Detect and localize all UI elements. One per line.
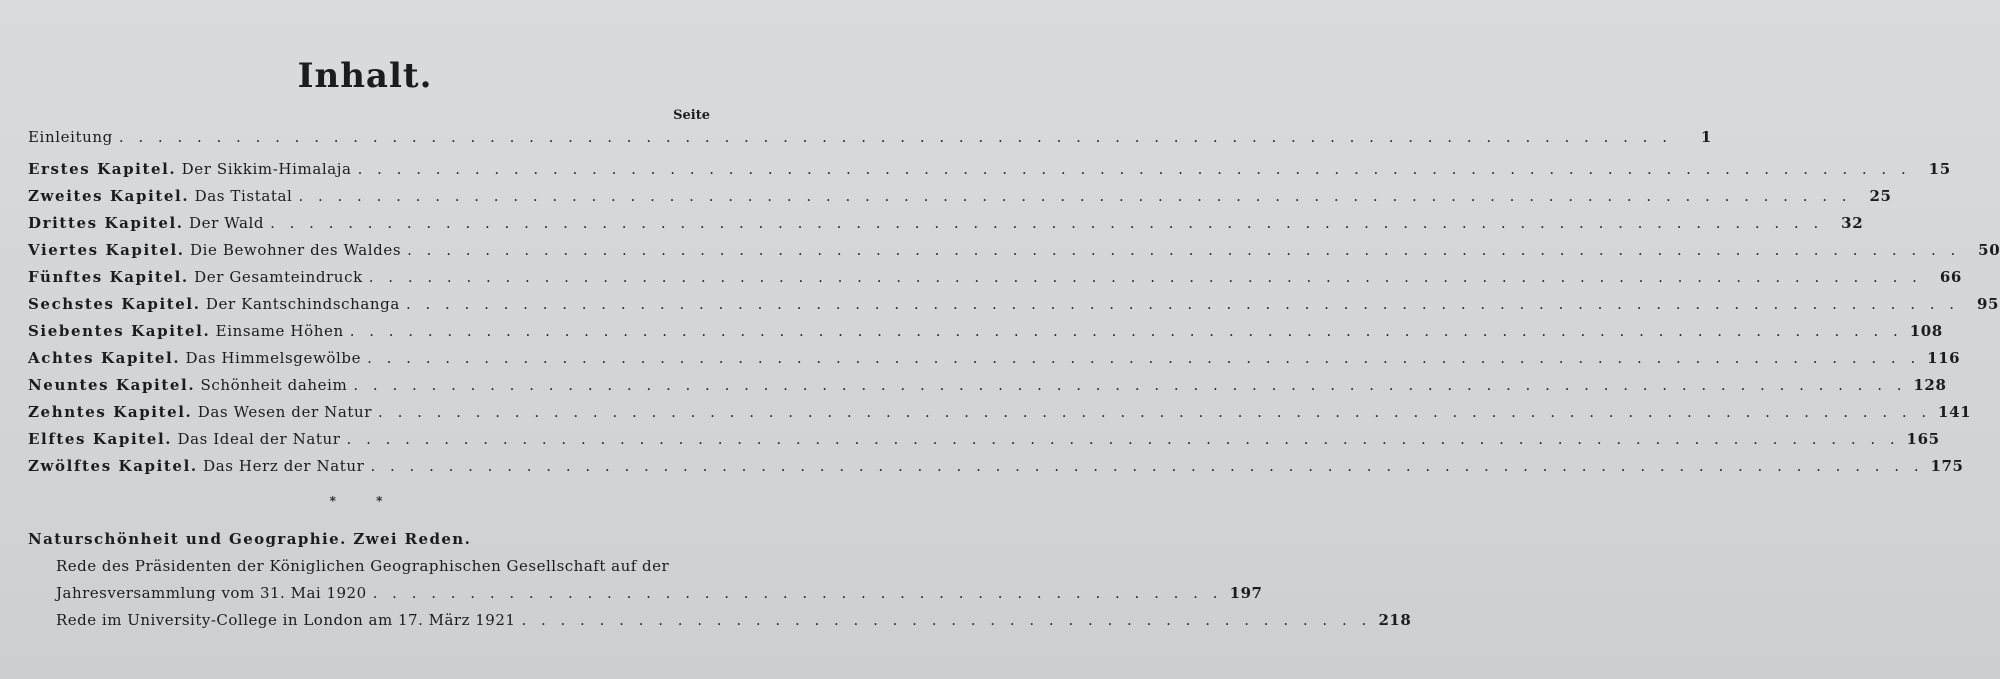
speeches-heading: Naturschönheit und Geographie. Zwei Reden. xyxy=(28,530,472,548)
chapter-title: Das Herz der Natur xyxy=(203,457,365,475)
toc-entry-label xyxy=(28,160,352,178)
toc-entry xyxy=(28,241,2000,268)
toc-page-number: 1 xyxy=(1700,128,1712,146)
toc-page-number: 175 xyxy=(1930,457,1964,475)
toc-page-number: 108 xyxy=(1909,322,1943,340)
leader-dots: . . . . . . . . . . . . . . . . . . . . . . . . . . . . . . . . . . . . . . . . . . . . . . . . . . . . . . . . . . . . . . . . . . . . . . . . . . . . . . . . xyxy=(405,295,1960,313)
chapter-title: Einsame Höhen xyxy=(215,322,344,340)
leader-dots: . . . . . . . . . . . . . . . . . . . . . . . . . . . . . . . . . . . . . . . . . . . . . . . . . . . . . . . . . . . . . . . . . . . . . . . . . . . . . . . . xyxy=(378,403,1932,421)
speech-1-entry xyxy=(28,584,1263,611)
toc-page-number: 95 xyxy=(1976,295,2000,313)
toc-page-number: 116 xyxy=(1927,349,1961,367)
chapter-number: Siebentes Kapitel. xyxy=(28,322,211,340)
speech-1-title-line-2: Jahresversammlung vom 31. Mai 1920 xyxy=(56,584,367,602)
toc-page-number: 15 xyxy=(1928,160,1951,178)
toc-entry-label xyxy=(28,322,344,340)
leader-dots: . . . . . . . . . . . . . . . . . . . . . . . . . . . . . . . . . . . . . . . . . . . . xyxy=(521,611,1372,629)
chapter-title: Schönheit daheim xyxy=(200,376,348,394)
toc-page-number: 32 xyxy=(1841,214,1864,232)
toc-entry xyxy=(28,160,1951,187)
toc-entry xyxy=(28,268,1962,295)
toc-entry-label xyxy=(28,187,292,205)
leader-dots: . . . . . . . . . . . . . . . . . . . . . . . . . . . . . . . . . . . . . . . . . . . . . . . . . . . . . . . . . . . . . . . . . . . . . . . . . . . . . . . . xyxy=(407,241,1961,259)
chapter-title: Der Gesamteindruck xyxy=(194,268,363,286)
chapter-number: Zwölftes Kapitel. xyxy=(28,457,198,475)
leader-dots: . . . . . . . . . . . . . . . . . . . . . . . . . . . . . . . . . . . . . . . . . . . . . . . . . . . . . . . . . . . . . . . . . . . . . . . . . . . . . . . . xyxy=(270,214,1824,232)
chapter-title: Der Wald xyxy=(189,214,265,232)
toc-page-number: 128 xyxy=(1913,376,1947,394)
chapter-title: Das Tistatal xyxy=(194,187,293,205)
page-title: Inhalt. xyxy=(297,56,433,96)
toc-entry-label xyxy=(28,457,364,475)
chapter-title: Der Sikkim-Himalaja xyxy=(181,160,352,178)
leader-dots: . . . . . . . . . . . . . . . . . . . . . . . . . . . . . . . . . . . . . . . . . . . . . . . . . . . . . . . . . . . . . . . . . . . . . . . . . . . . . . . . xyxy=(346,430,1900,448)
chapter-number: Fünftes Kapitel. xyxy=(28,268,189,286)
toc-entry-label xyxy=(28,214,264,232)
toc-entry xyxy=(28,430,1940,457)
toc-entry-label xyxy=(28,241,401,259)
speech-1-page: 197 xyxy=(1229,584,1263,602)
toc-page-number: 165 xyxy=(1906,430,1940,448)
toc-page-number: 141 xyxy=(1938,403,1972,421)
chapter-title: Der Kantschindschanga xyxy=(205,295,400,313)
chapter-number: Elftes Kapitel. xyxy=(28,430,173,448)
leader-dots: . . . . . . . . . . . . . . . . . . . . . . . . . . . . . . . . . . . . . . . . . . . . . . . . . . . . . . . . . . . . . . . . . . . . . . . . . . . . . . . . xyxy=(357,160,1911,178)
speech-2-title: Rede im University-College in London am 17. März 1921 xyxy=(56,611,516,629)
toc-entry xyxy=(28,187,1892,214)
toc-entry-label xyxy=(28,349,361,367)
toc-entry-label xyxy=(28,295,400,313)
toc-page-number: 25 xyxy=(1869,187,1892,205)
chapter-number: Viertes Kapitel. xyxy=(28,241,185,259)
toc-entry xyxy=(28,376,1947,403)
page-column-header: Seite xyxy=(673,108,710,123)
toc-entry-label xyxy=(28,430,341,448)
toc-page-number: 50 xyxy=(1978,241,2000,259)
chapter-number: Zehntes Kapitel. xyxy=(28,403,193,421)
toc-page-number: 66 xyxy=(1939,268,1962,286)
chapter-number: Erstes Kapitel. xyxy=(28,160,177,178)
chapter-number: Sechstes Kapitel. xyxy=(28,295,201,313)
speech-1-title-line-1: Rede des Präsidenten der Königlichen Geographischen Gesellschaft auf der xyxy=(56,557,670,575)
chapter-title: Das Wesen der Natur xyxy=(197,403,373,421)
leader-dots: . . . . . . . . . . . . . . . . . . . . . . . . . . . . . . . . . . . . . . . . . . . . . . . . . . . . . . . . . . . . . . . . . . . . . . . . . . . . . . . . xyxy=(349,322,1903,340)
leader-dots: . . . . . . . . . . . . . . . . . . . . . . . . . . . . . . . . . . . . . . . . . . . . . . . . . . . . . . . . . . . . . . . . . . . . . . . . . . . . . . . . xyxy=(368,268,1922,286)
chapter-title: Einleitung xyxy=(28,128,113,146)
speeches-section xyxy=(28,530,1412,638)
toc-entry xyxy=(28,349,1961,376)
toc-entry-label xyxy=(28,376,347,394)
toc-entry xyxy=(28,214,1864,241)
chapter-number: Drittes Kapitel. xyxy=(28,214,184,232)
toc-entry-label xyxy=(28,268,363,286)
toc-entry xyxy=(28,295,2000,322)
toc-entry-label xyxy=(28,128,113,146)
toc-entry xyxy=(28,457,1964,484)
chapter-number: Zweites Kapitel. xyxy=(28,187,190,205)
leader-dots: . . . . . . . . . . . . . . . . . . . . . . . . . . . . . . . . . . . . . . . . . . . . . . . . . . . . . . . . . . . . . . . . . . . . . . . . . . . . . . . . xyxy=(353,376,1907,394)
chapter-number: Achtes Kapitel. xyxy=(28,349,181,367)
chapter-title: Das Ideal der Natur xyxy=(177,430,341,448)
leader-dots: . . . . . . . . . . . . . . . . . . . . . . . . . . . . . . . . . . . . . . . . . . . . . . . . . . . . . . . . . . . . . . . . . . . . . . . . . . . . . . . . xyxy=(370,457,1924,475)
leader-dots: . . . . . . . . . . . . . . . . . . . . . . . . . . . . . . . . . . . . . . . . . . . . . . . . . . . . . . . . . . . . . . . . . . . . . . . . . . . . . . . . xyxy=(367,349,1921,367)
speech-2-entry xyxy=(28,611,1412,638)
leader-dots: . . . . . . . . . . . . . . . . . . . . . . . . . . . . . . . . . . . . . . . . . . . . xyxy=(372,584,1223,602)
leader-dots: . . . . . . . . . . . . . . . . . . . . . . . . . . . . . . . . . . . . . . . . . . . . . . . . . . . . . . . . . . . . . . . . . . . . . . . . . . . . . . . . xyxy=(118,128,1672,146)
leader-dots: . . . . . . . . . . . . . . . . . . . . . . . . . . . . . . . . . . . . . . . . . . . . . . . . . . . . . . . . . . . . . . . . . . . . . . . . . . . . . . . . xyxy=(298,187,1852,205)
chapter-number: Neuntes Kapitel. xyxy=(28,376,196,394)
chapter-title: Das Himmelsgewölbe xyxy=(185,349,362,367)
speech-2-page: 218 xyxy=(1378,611,1412,629)
table-of-contents xyxy=(28,128,2000,484)
section-separator: * * xyxy=(329,494,401,508)
chapter-title: Die Bewohner des Waldes xyxy=(189,241,402,259)
toc-entry xyxy=(28,403,1972,430)
toc-entry-label xyxy=(28,403,372,421)
toc-entry xyxy=(28,322,1943,349)
toc-entry xyxy=(28,128,1712,160)
